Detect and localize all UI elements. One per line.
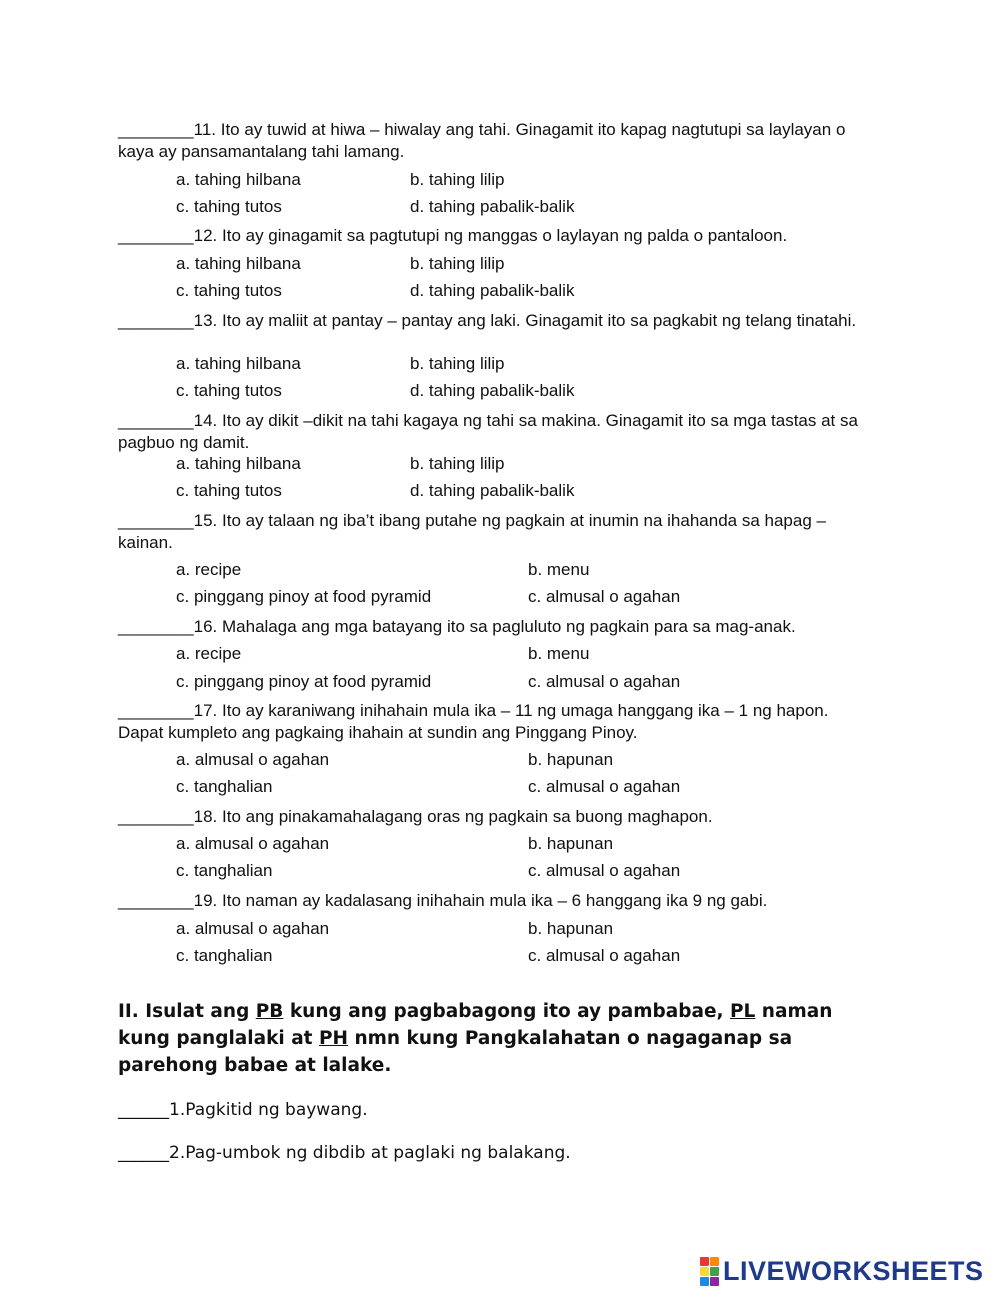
instruction-text: nmn kung Pangkalahatan o nagaganap sa parehong babae at lalake. <box>118 1028 793 1076</box>
answer-blank[interactable]: ________ <box>118 891 194 910</box>
option-a: a. tahing hilbana <box>176 170 301 189</box>
option-b: b. hapunan <box>528 834 614 853</box>
code-pb: PB <box>255 1001 284 1022</box>
option-d: c. almusal o agahan <box>528 672 681 691</box>
question-text: 12. Ito ay ginagamit sa pagtutupi ng manggas o laylayan ng palda o pantaloon. <box>193 226 788 245</box>
answer-blank[interactable]: ________ <box>118 411 194 430</box>
option-a: a. tahing hilbana <box>176 354 301 373</box>
liveworksheets-logo <box>700 1256 984 1286</box>
question-15 <box>118 510 878 554</box>
brand-name: LIVEWORKSHEETS <box>723 1255 984 1286</box>
section-2-item-1 <box>118 1099 368 1121</box>
answer-blank[interactable]: ________ <box>118 511 194 530</box>
option-b: b. hapunan <box>528 750 614 769</box>
answer-blank[interactable]: ______ <box>118 1100 169 1120</box>
question-text: 14. Ito ay dikit –dikit na tahi kagaya ng tahi sa makina. Ginagamit ito sa mga tastas at sa pagbuo ng damit. <box>118 411 858 452</box>
option-c: c. tanghalian <box>176 777 273 796</box>
question-text: 13. Ito ay maliit at pantay – pantay ang laki. Ginagamit ito sa pagkabit ng telang tinatahi. <box>193 311 857 330</box>
option-b: b. tahing lilip <box>410 254 505 273</box>
option-a: a. almusal o agahan <box>176 750 330 769</box>
option-b: b. tahing lilip <box>410 170 505 189</box>
answer-blank[interactable]: ________ <box>118 617 194 636</box>
question-16 <box>118 616 878 638</box>
answer-blank[interactable]: ________ <box>118 807 194 826</box>
question-text: 15. Ito ay talaan ng iba’t ibang putahe ng pagkain at inumin na ihahanda sa hapag – kainan. <box>118 511 826 552</box>
question-text: 16. Mahalaga ang mga batayang ito sa pagluluto ng pagkain para sa mag-anak. <box>193 617 796 636</box>
option-c: c. tahing tutos <box>176 381 282 400</box>
option-c: c. tahing tutos <box>176 481 282 500</box>
question-14 <box>118 410 878 454</box>
code-ph: PH <box>318 1028 349 1049</box>
section-2-item-2 <box>118 1142 571 1164</box>
option-a: a. almusal o agahan <box>176 919 330 938</box>
option-d: d. tahing pabalik-balik <box>410 197 575 216</box>
option-d: c. almusal o agahan <box>528 587 681 606</box>
option-a: a. tahing hilbana <box>176 454 301 473</box>
option-b: b. tahing lilip <box>410 454 505 473</box>
item-text: 2.Pag-umbok ng dibdib at paglaki ng balakang. <box>169 1143 571 1163</box>
option-c: c. tahing tutos <box>176 281 282 300</box>
instruction-text: II. Isulat ang <box>118 1001 256 1022</box>
question-text: 18. Ito ang pinakamahalagang oras ng pagkain sa buong maghapon. <box>193 807 713 826</box>
question-text: 19. Ito naman ay kadalasang inihahain mula ika – 6 hanggang ika 9 ng gabi. <box>193 891 768 910</box>
option-d: c. almusal o agahan <box>528 861 681 880</box>
instruction-text: naman kung panglalaki at <box>118 1001 833 1049</box>
instruction-text: kung ang pagbabagong ito ay pambabae, <box>283 1001 730 1022</box>
option-c: c. tanghalian <box>176 946 273 965</box>
option-d: c. almusal o agahan <box>528 946 681 965</box>
option-c: c. tahing tutos <box>176 197 282 216</box>
logo-blocks-icon <box>700 1257 719 1286</box>
option-d: d. tahing pabalik-balik <box>410 481 575 500</box>
answer-blank[interactable]: ________ <box>118 120 194 139</box>
option-c: c. pinggang pinoy at food pyramid <box>176 672 432 691</box>
question-11 <box>118 119 878 163</box>
option-b: b. hapunan <box>528 919 614 938</box>
option-d: c. almusal o agahan <box>528 777 681 796</box>
option-b: b. menu <box>528 560 590 579</box>
question-12 <box>118 225 878 247</box>
option-b: b. menu <box>528 644 590 663</box>
section-2-instructions <box>118 998 878 1079</box>
answer-blank[interactable]: ______ <box>118 1143 169 1163</box>
option-a: a. recipe <box>176 560 242 579</box>
option-b: b. tahing lilip <box>410 354 505 373</box>
question-text: 11. Ito ay tuwid at hiwa – hiwalay ang tahi. Ginagamit ito kapag nagtutupi sa laylayan o kaya ay pansamantalang tahi lamang. <box>118 120 846 161</box>
question-text: 17. Ito ay karaniwang inihahain mula ika – 11 ng umaga hanggang ika – 1 ng hapon. Dapat kumpleto ang pagkaing ihahain at sundin ang Pinggang Pinoy. <box>118 701 829 742</box>
answer-blank[interactable]: ________ <box>118 311 194 330</box>
question-17 <box>118 700 878 744</box>
answer-blank[interactable]: ________ <box>118 701 194 720</box>
option-d: d. tahing pabalik-balik <box>410 281 575 300</box>
option-c: c. tanghalian <box>176 861 273 880</box>
option-c: c. pinggang pinoy at food pyramid <box>176 587 432 606</box>
question-19 <box>118 890 878 912</box>
code-pl: PL <box>729 1001 756 1022</box>
option-d: d. tahing pabalik-balik <box>410 381 575 400</box>
answer-blank[interactable]: ________ <box>118 226 194 245</box>
question-18 <box>118 806 878 828</box>
question-13 <box>118 310 878 332</box>
option-a: a. recipe <box>176 644 242 663</box>
option-a: a. tahing hilbana <box>176 254 301 273</box>
option-a: a. almusal o agahan <box>176 834 330 853</box>
item-text: 1.Pagkitid ng baywang. <box>169 1100 368 1120</box>
